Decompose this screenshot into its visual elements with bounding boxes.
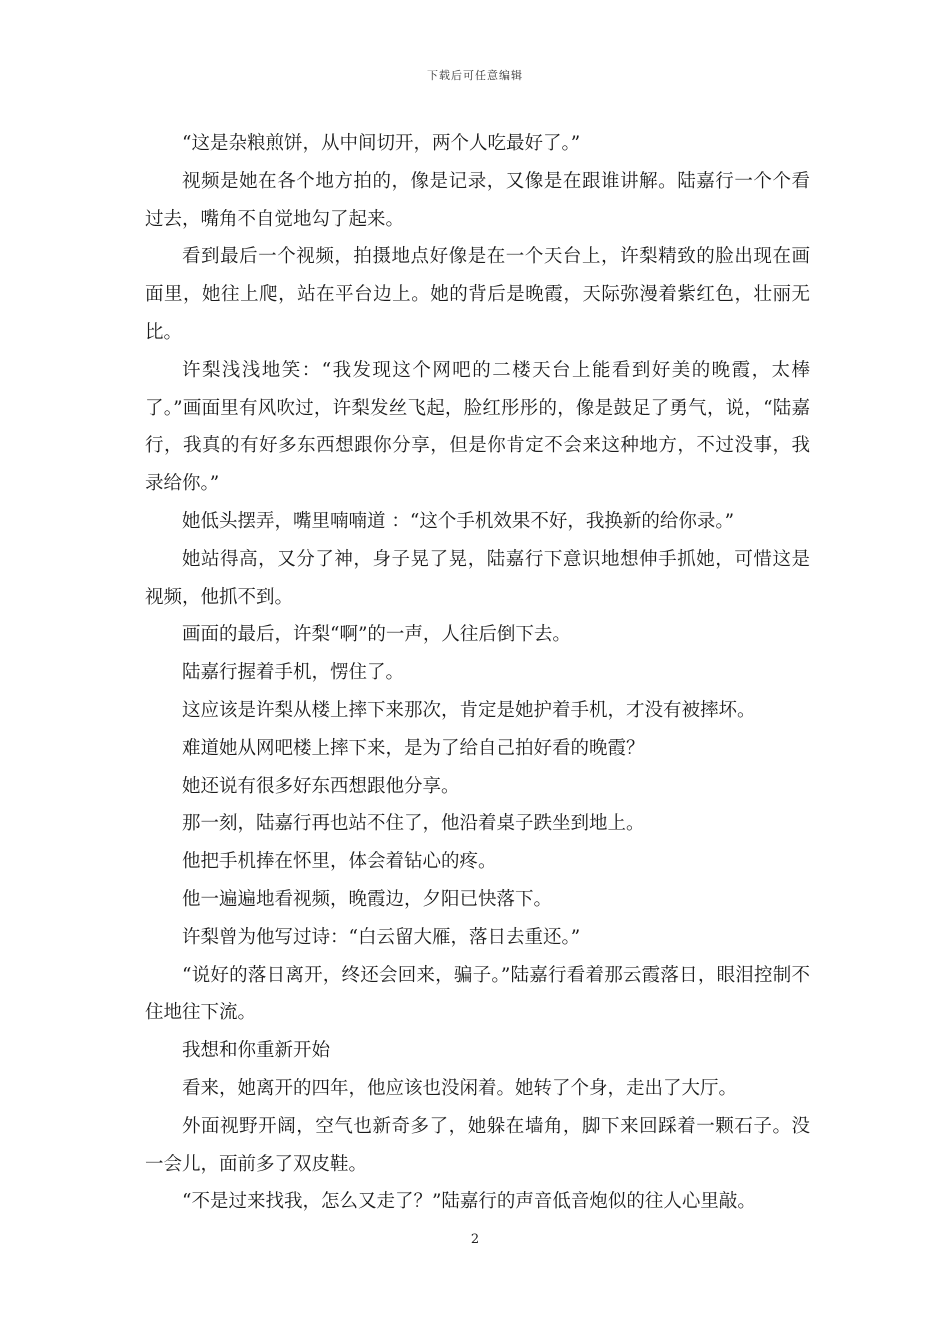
paragraph: 陆嘉行握着手机，愣住了。	[182, 662, 405, 684]
chapter-heading: 我想和你重新开始	[182, 1040, 331, 1062]
page-header: 下载后可任意编辑	[427, 69, 523, 82]
document-body	[145, 125, 810, 1221]
paragraph: 看来，她离开的四年，他应该也没闲着。她转了个身，走出了大厅。	[182, 1077, 738, 1099]
paragraph: 看到最后一个视频，拍摄地点好像是在一个天台上，许梨精致的脸出现在画面里，她往上爬，站在平台边上。她的背后是晚霞，天际弥漫着紫红色，壮丽无比。	[145, 246, 810, 343]
paragraph: 外面视野开阔，空气也新奇多了，她躲在墙角，脚下来回踩着一颗石子。没一会儿，面前多了双皮鞋。	[145, 1115, 810, 1175]
paragraph: “不是过来找我，怎么又走了？”陆嘉行的声音低音炮似的往人心里敲。	[182, 1191, 756, 1213]
paragraph: 她站得高，又分了神，身子晃了晃，陆嘉行下意识地想伸手抓她，可惜这是视频，他抓不到。	[145, 548, 810, 608]
paragraph: 视频是她在各个地方拍的，像是记录，又像是在跟谁讲解。陆嘉行一个个看过去，嘴角不自觉地勾了起来。	[145, 170, 810, 230]
paragraph: “说好的落日离开，终还会回来，骗子。”陆嘉行看着那云霞落日，眼泪控制不住地往下流。	[145, 964, 810, 1024]
paragraph: 那一刻，陆嘉行再也站不住了，他沿着桌子跌坐到地上。	[182, 813, 645, 835]
paragraph: 他把手机捧在怀里，体会着钻心的疼。	[182, 851, 497, 873]
paragraph: 许梨曾为他写过诗：“白云留大雁，落日去重还。”	[182, 926, 581, 948]
paragraph: 她还说有很多好东西想跟他分享。	[182, 775, 460, 797]
paragraph: 难道她从网吧楼上摔下来，是为了给自己拍好看的晚霞？	[182, 737, 645, 759]
page-number: 2	[470, 1232, 480, 1247]
paragraph: “这是杂粮煎饼，从中间切开，两个人吃最好了。”	[182, 133, 581, 154]
paragraph: 他一遍遍地看视频，晚霞边，夕阳已快落下。	[182, 888, 553, 910]
paragraph: 许梨浅浅地笑：“我发现这个网吧的二楼天台上能看到好美的晚霞，太棒了。”画面里有风吹过，许梨发丝飞起，脸红彤彤的，像是鼓足了勇气，说，“陆嘉行，我真的有好多东西想跟你分享，但是你肯定不会来这种地方，不过没事，我录给你。”	[145, 359, 810, 495]
paragraph: 画面的最后，许梨“啊”的一声，人往后倒下去。	[182, 624, 571, 646]
paragraph: 这应该是许梨从楼上摔下来那次，肯定是她护着手机，才没有被摔坏。	[182, 699, 756, 721]
paragraph: 她低头摆弄，嘴里喃喃道 ：“这个手机效果不好，我换新的给你录。”	[182, 510, 735, 532]
